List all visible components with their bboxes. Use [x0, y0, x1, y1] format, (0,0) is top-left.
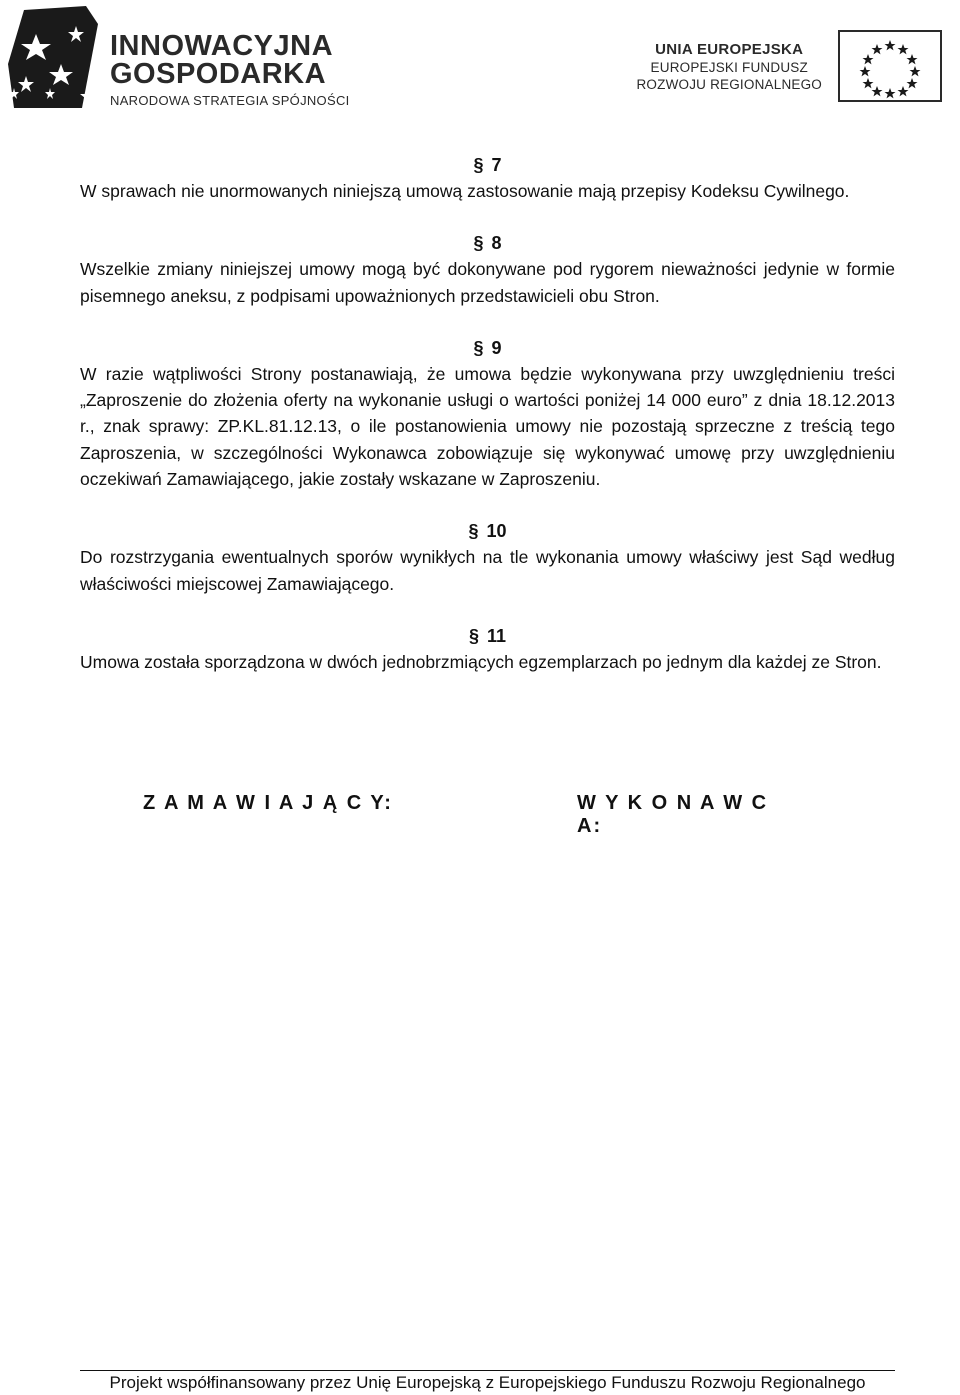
- section-11: [80, 623, 895, 675]
- paragraph-sign: §: [473, 155, 484, 175]
- section-heading: [80, 518, 895, 544]
- eu-flag-icon: [838, 30, 942, 102]
- section-number: 8: [491, 233, 502, 254]
- stars-emblem-icon: [6, 4, 106, 112]
- section-9: [80, 335, 895, 492]
- eu-line-rozwoju: ROZWOJU REGIONALNEGO: [636, 77, 822, 92]
- signature-zamawiajacy: Z A M A W I A J Ą C Y:: [143, 792, 393, 814]
- logo-line-innowacyjna: INNOWACYJNA: [110, 30, 334, 62]
- eu-line-unia: UNIA EUROPEJSKA: [655, 41, 804, 58]
- paragraph-sign: §: [468, 521, 479, 542]
- section-8: [80, 230, 895, 309]
- section-text: W razie wątpliwości Strony postanawiają, że umowa będzie wykonywana przy uwzględnieniu treści „Zaproszenie do złożenia oferty na wykonanie usługi o wartości poniżej 14 000 euro” z dnia 18.12.2013 r., znak sprawy: ZP.KL.81.12.13, o ile postanowienia umowy nie pozostają sprzeczne z treścią tego Zaproszenia, w szczególności Wykonawca zobowiązuje się wykonywać umowę przy uwzględnieniu oczekiwań Zamawiającego, jakie zostały wskazane w Zaproszeniu.: [80, 363, 895, 490]
- logo-line-gospodarka: GOSPODARKA: [110, 58, 327, 90]
- section-heading: [80, 152, 895, 178]
- section-number: 7: [491, 155, 502, 175]
- footer-text: Projekt współfinansowany przez Unię Europejską z Europejskiego Funduszu Rozwoju Regionalnego: [109, 1373, 866, 1392]
- section-text: Do rozstrzygania ewentualnych sporów wynikłych na tle wykonania umowy właściwy jest Sąd według właściwości miejscowej Zamawiającego.: [80, 547, 895, 594]
- section-text: Umowa została sporządzona w dwóch jednobrzmiących egzemplarzach po jednym dla każdej ze Stron.: [80, 651, 882, 672]
- section-7: [80, 152, 895, 204]
- section-number: 9: [491, 337, 502, 358]
- section-text: Wszelkie zmiany niniejszej umowy mogą być dokonywane pod rygorem nieważności jedynie w formie pisemnego aneksu, z podpisami upoważnionych przedstawicieli obu Stron.: [80, 259, 895, 306]
- paragraph-sign: §: [473, 337, 484, 358]
- logo-line-strategia: NARODOWA STRATEGIA SPÓJNOŚCI: [110, 93, 350, 108]
- section-text: W sprawach nie unormowanych niniejszą umową zastosowanie mają przepisy Kodeksu Cywilnego.: [80, 181, 850, 201]
- page-header: [0, 0, 960, 120]
- signature-wykonawca: W Y K O N A W C A:: [577, 792, 769, 837]
- signature-block: [143, 792, 783, 837]
- section-number: 10: [486, 521, 507, 542]
- innowacyjna-gospodarka-logo: [6, 4, 350, 112]
- section-10: [80, 518, 895, 597]
- eu-line-fundusz: EUROPEJSKI FUNDUSZ: [650, 60, 808, 75]
- paragraph-sign: §: [473, 233, 484, 254]
- section-heading: [80, 230, 895, 256]
- section-number: 11: [486, 625, 507, 646]
- section-heading: [80, 623, 895, 649]
- paragraph-sign: §: [468, 625, 479, 646]
- footer-divider: [80, 1370, 895, 1371]
- document-body: [80, 152, 895, 701]
- section-heading: [80, 335, 895, 361]
